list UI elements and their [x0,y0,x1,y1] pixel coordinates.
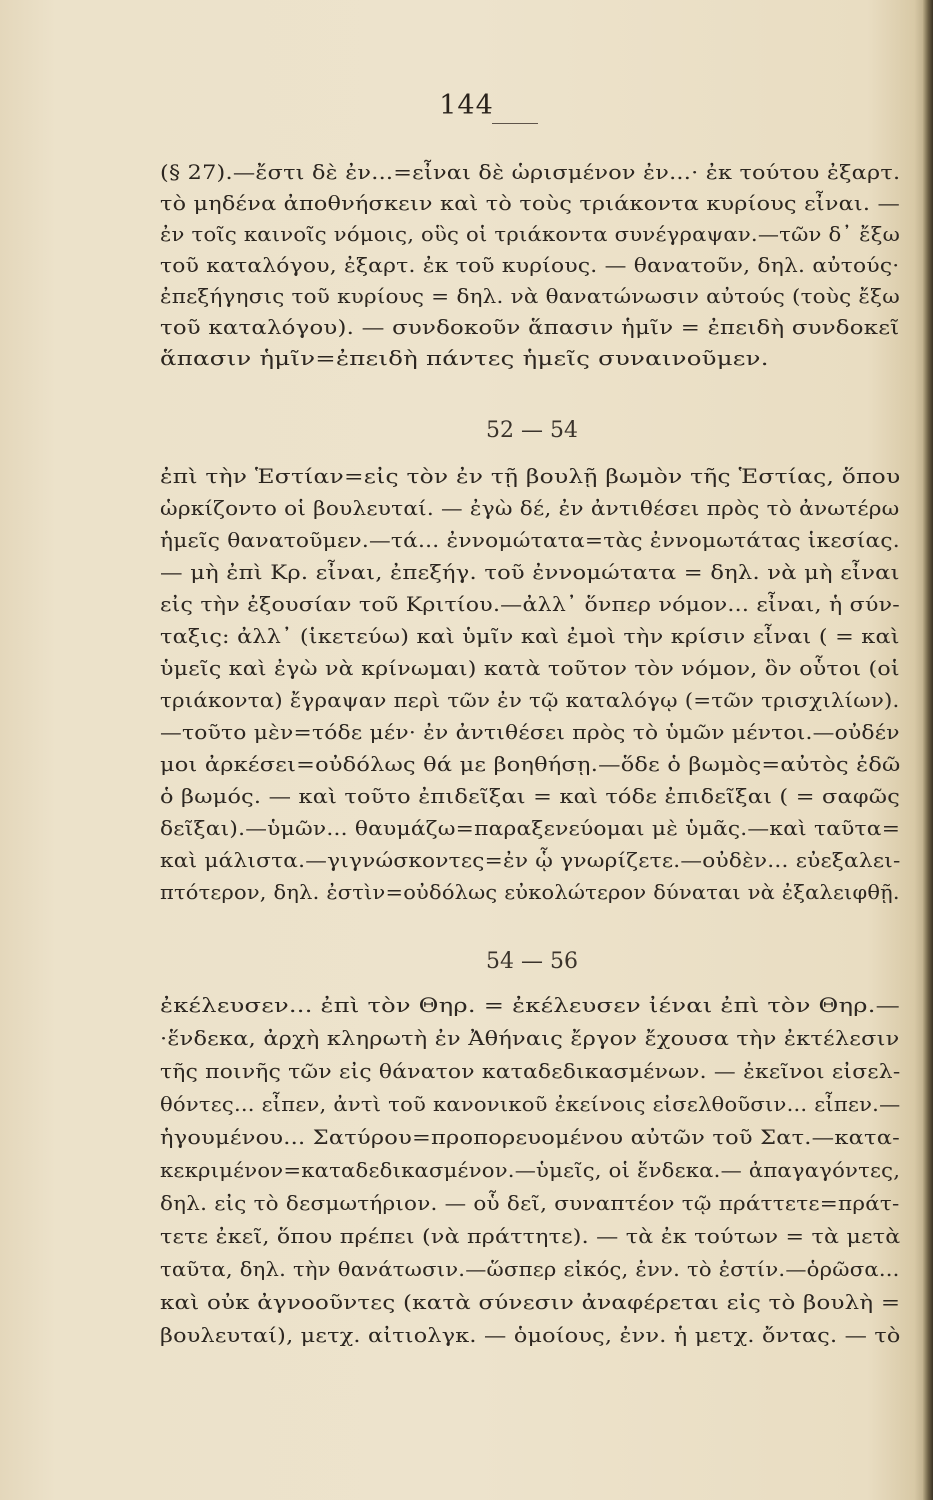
text-line: τὸ μηδένα ἀποθνήσκειν καὶ τὸ τοὺς τριάκοντα κυρίους εἶναι. — [160,192,901,215]
text-line: βουλευταί), μετχ. αἰτιολγκ. — ὁμοίους, ἐνν. ἡ μετχ. ὄντας. — τὸ [160,1324,901,1347]
text-line: καὶ οὐκ ἀγνοοῦντες (κατὰ σύνεσιν ἀναφέρεται εἰς τὸ βουλὴ = [160,1291,901,1314]
text-line: —τοῦτο μὲν=τόδε μέν· ἐν ἀντιθέσει πρὸς τὸ ὑμῶν μέντοι.—οὐδέν [160,721,900,744]
text-line: εἰς τὴν ἐξουσίαν τοῦ Κριτίου.—ἀλλ᾽ ὅνπερ νόμον... εἶναι, ἡ σύν- [160,593,900,616]
text-line: ἐπὶ τὴν Ἑστίαν=εἰς τὸν ἐν τῇ βουλῇ βωμὸν τῆς Ἑστίας, ὅπου [160,465,901,488]
text-line: — μὴ ἐπὶ Κρ. εἶναι, ἐπεξήγ. τοῦ ἐννομώτατα = δηλ. νὰ μὴ εἶναι [160,561,900,584]
section-heading: 52 — 54 [486,418,578,443]
text-line: ὁ βωμός. — καὶ τοῦτο ἐπιδεῖξαι = καὶ τόδε ἐπιδεῖξαι ( = σαφῶς [160,785,901,808]
text-line: ἡγουμένου... Σατύρου=προπορευομένου αὐτῶν τοῦ Σατ.—κατα- [160,1126,900,1149]
text-line: καὶ μάλιστα.—γιγνώσκοντες=ἐν ᾧ γνωρίζετε.—οὐδὲν... εὐεξαλει- [160,849,901,872]
text-line: δηλ. εἰς τὸ δεσμωτήριον. — οὗ δεῖ, συναπτέον τῷ πράττετε=πράτ- [160,1192,900,1215]
text-line: τοῦ καταλόγου, ἐξαρτ. ἐκ τοῦ κυρίους. — θανατοῦν, δηλ. αὐτούς· [160,254,900,277]
text-line: ἅπασιν ἡμῖν=ἐπειδὴ πάντες ἡμεῖς συναινοῦμεν. [160,347,769,370]
text-line: θόντες... εἶπεν, ἀντὶ τοῦ κανονικοῦ ἐκείνοις εἰσελθοῦσιν... εἶπεν.— [160,1093,901,1116]
text-line: τῆς ποινῆς τῶν εἰς θάνατον καταδεδικασμένων. — ἐκεῖνοι εἰσελ- [160,1060,901,1083]
text-line: δεῖξαι).—ὑμῶν... θαυμάζω=παραξενεύομαι μὲ ὑμᾶς.—καὶ ταῦτα= [160,817,901,840]
text-line: πτότερον, δηλ. ἐστὶν=οὐδόλως εὐκολώτερον δύναται νὰ ἐξαλειφθῇ. [160,881,900,904]
text-line: τοῦ καταλόγου). — συνδοκοῦν ἅπασιν ἡμῖν = ἐπειδὴ συνδοκεῖ [160,316,900,339]
text-line: ἐπεξήγησις τοῦ κυρίους = δηλ. νὰ θανατώνωσιν αὐτούς (τοὺς ἔξω [160,285,900,308]
text-line: τριάκοντα) ἔγραψαν περὶ τῶν ἐν τῷ καταλόγῳ (=τῶν τρισχιλίων). [160,689,900,712]
text-line: ·ἕνδεκα, ἀρχὴ κληρωτὴ ἐν Ἀθήναις ἔργον ἔχουσα τὴν ἐκτέλεσιν [160,1027,900,1050]
text-line: ἐν τοῖς καινοῖς νόμοις, οὓς οἱ τριάκοντα συνέγραψαν.—τῶν δ᾽ ἔξω [160,223,901,246]
text-line: μοι ἀρκέσει=οὐδόλως θά με βοηθήσῃ.—ὅδε ὁ βωμὸς=αὐτὸς ἐδῶ [160,753,901,776]
page-binding-edge [923,0,933,1500]
section-heading: 54 — 56 [486,949,578,974]
text-line: ἐκέλευσεν... ἐπὶ τὸν Θηρ. = ἐκέλευσεν ἰέναι ἐπὶ τὸν Θηρ.— [160,994,901,1017]
text-line: (§ 27).—ἔστι δὲ ἐν...=εἶναι δὲ ὡρισμένον ἐν...· ἐκ τούτου ἐξαρτ. [160,161,901,184]
text-line: ἡμεῖς θανατοῦμεν.—τά... ἐννομώτατα=τὰς ἐννομωτάτας ἱκεσίας. [160,529,900,552]
text-line: τετε ἐκεῖ, ὅπου πρέπει (νὰ πράττητε). — τὰ ἐκ τούτων = τὰ μετὰ [160,1225,901,1248]
text-line: ταῦτα, δηλ. τὴν θανάτωσιν.—ὥσπερ εἰκός, ἐνν. τὸ ἐστίν.—ὁρῶσα... [160,1258,900,1281]
text-line: ὑμεῖς καὶ ἐγὼ νὰ κρίνωμαι) κατὰ τοῦτον τὸν νόμον, ὃν οὗτοι (οἱ [160,657,900,680]
text-line: κεκριμένον=καταδεδικασμένον.—ὑμεῖς, οἱ ἕνδεκα.— ἀπαγαγόντες, [160,1159,901,1182]
page-number: 144 [439,90,494,121]
page-number-rule [492,123,538,124]
text-line: ταξις: ἀλλ᾽ (ἱκετεύω) καὶ ὑμῖν καὶ ἐμοὶ τὴν κρίσιν εἶναι ( = καὶ [160,625,900,648]
text-line: ὡρκίζοντο οἱ βουλευταί. — ἐγὼ δέ, ἐν ἀντιθέσει πρὸς τὸ ἀνωτέρω [160,497,900,520]
